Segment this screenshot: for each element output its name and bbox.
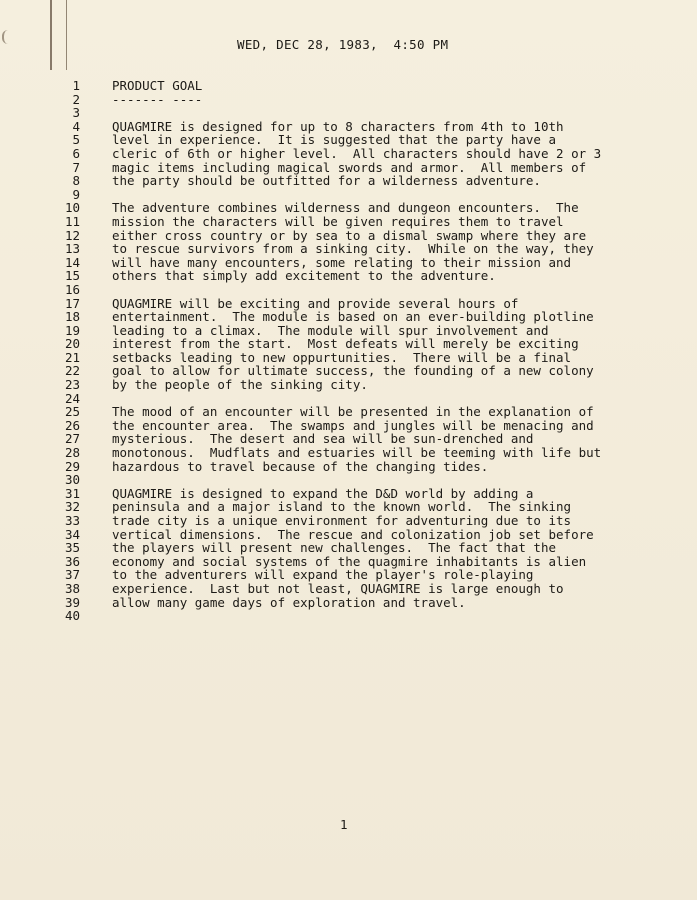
line-number: 9 [72,186,80,202]
text-line: trade city is a unique environment for adventuring due to its [112,513,572,528]
text-line: QUAGMIRE will be exciting and provide several hours of [112,295,519,311]
line-number: 40 [64,608,80,624]
text-line: others that simply add excitement to the adventure. [112,268,496,284]
text-line: economy and social systems of the quagmire inhabitants is alien [112,553,587,569]
line-number: 26 [64,417,80,433]
text-line: interest from the start. Most defeats will merely be exciting [112,336,579,352]
line-number: 25 [64,404,80,420]
line-number: 27 [64,431,80,447]
text-line: by the people of the sinking city. [112,377,368,393]
line-number: 31 [64,485,80,501]
line-number: 7 [72,159,80,175]
text-line: setbacks leading to new oppurtunities. There will be a final [112,349,572,365]
text-line: monotonous. Mudflats and estuaries will be teeming with life but [112,445,602,461]
text-line: allow many game days of exploration and travel. [112,594,466,610]
line-number: 33 [64,513,80,528]
text-line: cleric of 6th or higher level. All characters should have 2 or 3 [112,145,602,161]
line-number: 3 [72,105,80,121]
text-line: peninsula and a major island to the known world. The sinking [112,499,572,515]
line-number: 35 [64,540,80,556]
text-line: mysterious. The desert and sea will be sun-drenched and [112,431,534,447]
line-number: 32 [64,499,80,515]
timestamp-header: WED, DEC 28, 1983, 4:50 PM [237,37,449,52]
line-number: 12 [64,227,80,243]
line-number: 29 [64,458,80,474]
text-line [112,106,672,120]
line-number: 4 [72,118,80,134]
line-number: 8 [72,173,80,189]
line-number: 11 [64,213,80,229]
line-number: 23 [64,377,80,393]
text-line [112,283,672,297]
text-line: QUAGMIRE is designed to expand the D&D world by adding a [112,485,534,501]
binding-mark [50,0,67,70]
line-number: 22 [64,363,80,379]
line-number: 30 [64,472,80,488]
line-number: 13 [64,241,80,257]
line-number: 15 [64,268,80,284]
text-line: hazardous to travel because of the changing tides. [112,458,489,474]
line-number: 14 [64,254,80,270]
line-number: 17 [64,295,80,311]
text-line: to the adventurers will expand the player's role-playing [112,567,534,583]
text-line: The mood of an encounter will be presented in the explanation of [112,404,594,420]
line-number: 19 [64,322,80,338]
text-line: the players will present new challenges. The fact that the [112,540,557,556]
line-number: 10 [64,200,80,216]
text-line: QUAGMIRE is designed for up to 8 characters from 4th to 10th [112,118,564,134]
line-number-column [56,79,80,623]
text-line [112,609,672,623]
line-number: 24 [64,390,80,406]
text-line: magic items including magical swords and armor. All members of [112,159,587,175]
document-body [112,79,672,623]
line-number: 16 [64,281,80,297]
line-number: 28 [64,445,80,461]
text-line: PRODUCT GOAL [112,78,203,93]
text-line: to rescue survivors from a sinking city. While on the way, they [112,241,594,257]
text-line: leading to a climax. The module will spur involvement and [112,322,549,338]
text-line: the party should be outfitted for a wilderness adventure. [112,173,541,189]
text-line: the encounter area. The swamps and jungles will be menacing and [112,417,594,433]
text-line: mission the characters will be given requires them to travel [112,213,564,229]
line-number: 2 [72,91,80,107]
line-number: 6 [72,145,80,161]
text-line: level in experience. It is suggested that the party have a [112,132,557,148]
line-number: 34 [64,526,80,542]
text-line: goal to allow for ultimate success, the founding of a new colony [112,363,594,379]
text-line: vertical dimensions. The rescue and colonization job set before [112,526,594,542]
page-number: 1 [340,817,348,832]
text-line: entertainment. The module is based on an ever-building plotline [112,309,594,325]
text-line [112,188,672,202]
text-line [112,473,672,487]
text-line: will have many encounters, some relating to their mission and [112,254,572,270]
hole-punch-mark [2,30,14,44]
line-number: 21 [64,349,80,365]
text-line: experience. Last but not least, QUAGMIRE is large enough to [112,580,564,596]
line-number: 1 [72,78,80,93]
text-line: The adventure combines wilderness and dungeon encounters. The [112,200,579,216]
line-number: 18 [64,309,80,325]
text-line [112,392,672,406]
text-line: ------- ---- [112,91,203,107]
text-line: either cross country or by sea to a dismal swamp where they are [112,227,587,243]
line-number: 38 [64,580,80,596]
line-number: 37 [64,567,80,583]
line-number: 20 [64,336,80,352]
line-number: 36 [64,553,80,569]
line-number: 39 [64,594,80,610]
line-number: 5 [72,132,80,148]
